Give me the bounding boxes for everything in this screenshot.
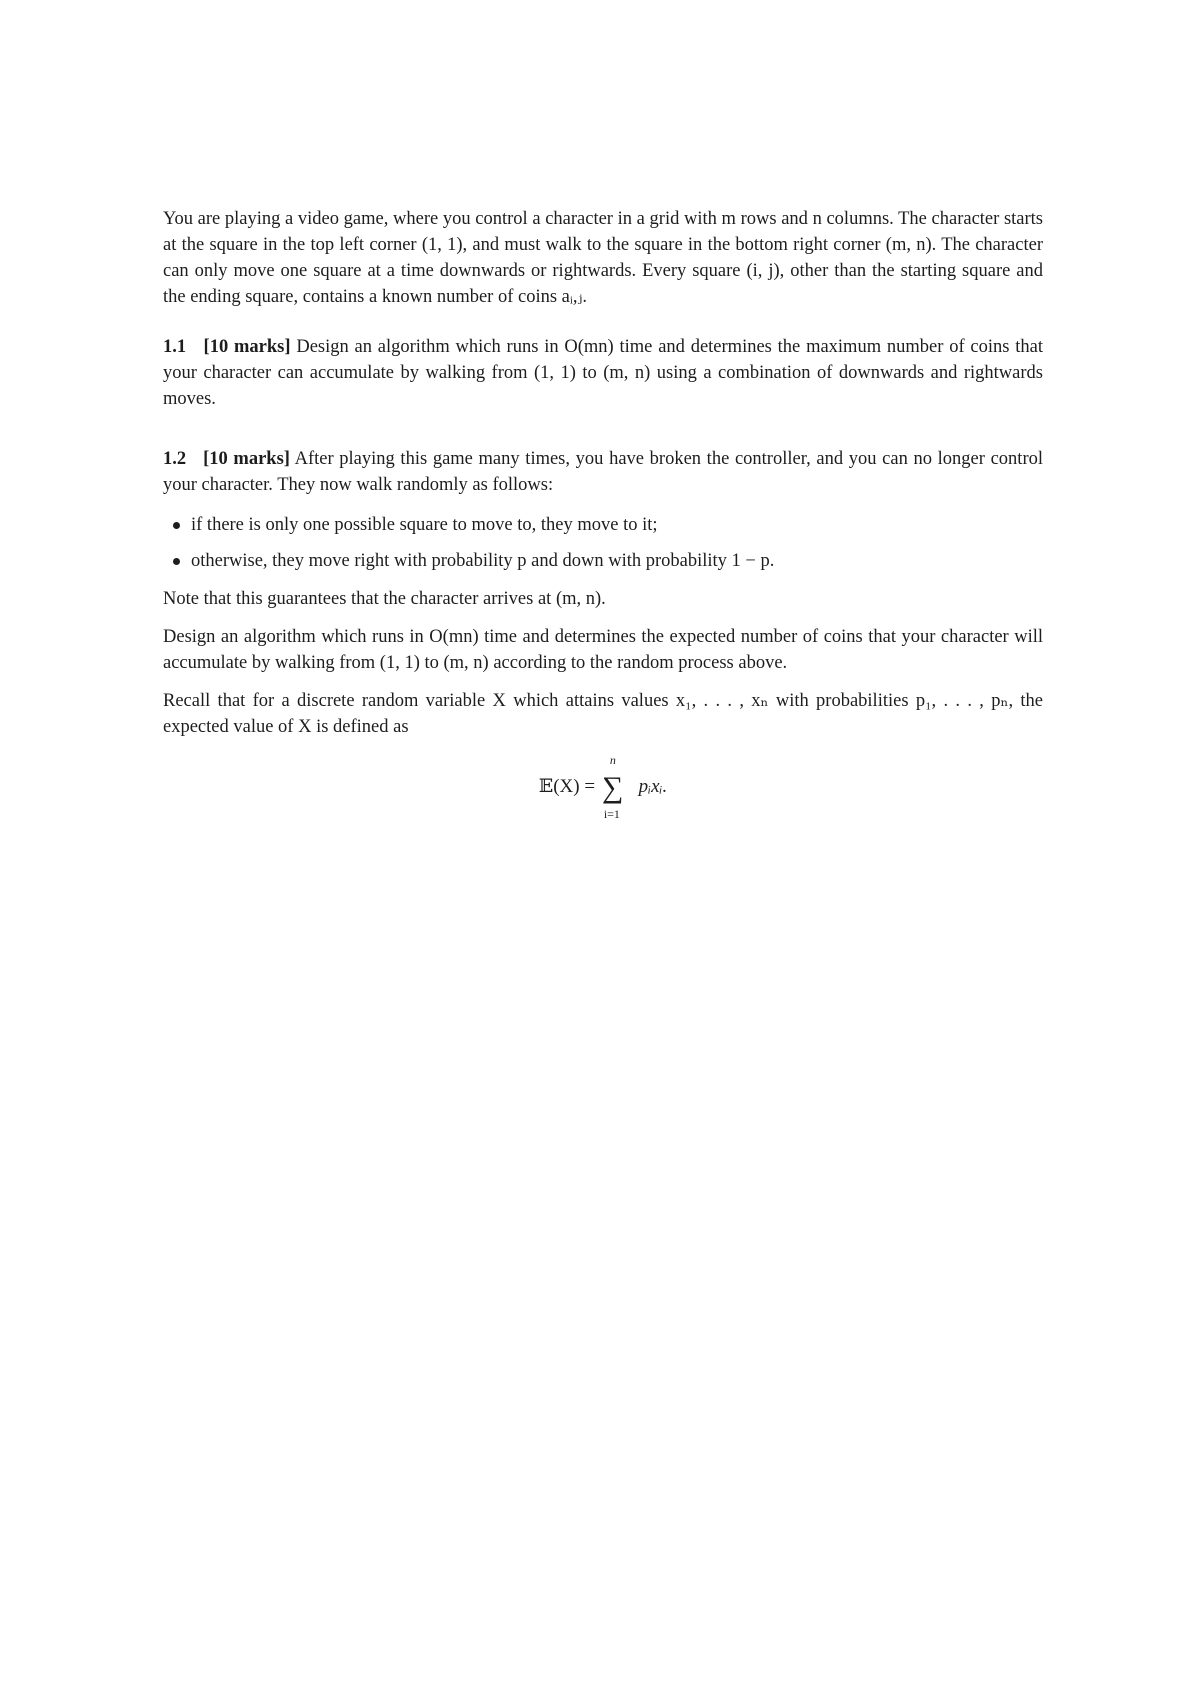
list-item-text: if there is only one possible square to move to, they move to it; [191, 515, 658, 535]
question-1-2-number: 1.2 [163, 449, 187, 469]
formula-term: pᵢxᵢ. [638, 776, 668, 797]
note-paragraph: Note that this guarantees that the character arrives at (m, n). [163, 589, 606, 609]
bullet-icon [173, 558, 180, 565]
task-paragraph: Design an algorithm which runs in O(mn) time and determines the expected number of coins that your character will accumulate by walking from (1, 1) to (m, n) according to the random process above. [163, 627, 1043, 673]
question-1-1 [163, 334, 1043, 412]
question-1-1-number: 1.1 [163, 337, 187, 357]
summation-upper-limit: n [609, 752, 616, 767]
document-page [163, 206, 1043, 822]
question-1-1-paragraph [163, 334, 1043, 412]
summation-sign: ∑ [601, 770, 624, 804]
question-1-2 [163, 446, 1043, 822]
list-item-text: otherwise, they move right with probability p and down with probability 1 − p. [191, 551, 775, 571]
list-item [163, 512, 1043, 538]
list-item [163, 548, 1043, 574]
recall-paragraph: Recall that for a discrete random variable X which attains values x₁, . . . , xₙ with probabilities p₁, . . . , pₙ, the expected value of X is defined as [163, 691, 1043, 737]
formula-body [539, 752, 668, 823]
question-1-2-marks: [10 marks] [203, 449, 290, 469]
summation-lower-limit: i=1 [603, 806, 620, 821]
movement-rules-list [163, 512, 1043, 574]
bullet-icon [173, 522, 180, 529]
summation [602, 753, 632, 823]
question-1-1-text: Design an algorithm which runs in O(mn) time and determines the maximum number of coins that your character can accumulate by walking from (1, 1) to (m, n) using a combination of downwards and rightwards moves. [163, 337, 1044, 409]
question-1-2-text: After playing this game many times, you have broken the controller, and you can no longer control your character. They now walk randomly as follows: [163, 449, 1043, 495]
intro-paragraph: You are playing a video game, where you control a character in a grid with m rows and n columns. The character starts at the square in the top left corner (1, 1), and must walk to the square in the bottom right corner (m, n). The character can only move one square at a time downwards or rightwards. Every square (i, j), other than the starting square and the ending square, contains a known number of coins aᵢ,ⱼ. [163, 209, 1043, 307]
formula-lhs: 𝔼(X) = [538, 776, 596, 797]
question-1-1-marks: [10 marks] [203, 337, 291, 357]
expected-value-formula [163, 752, 1043, 822]
question-1-2-paragraph [163, 446, 1043, 498]
